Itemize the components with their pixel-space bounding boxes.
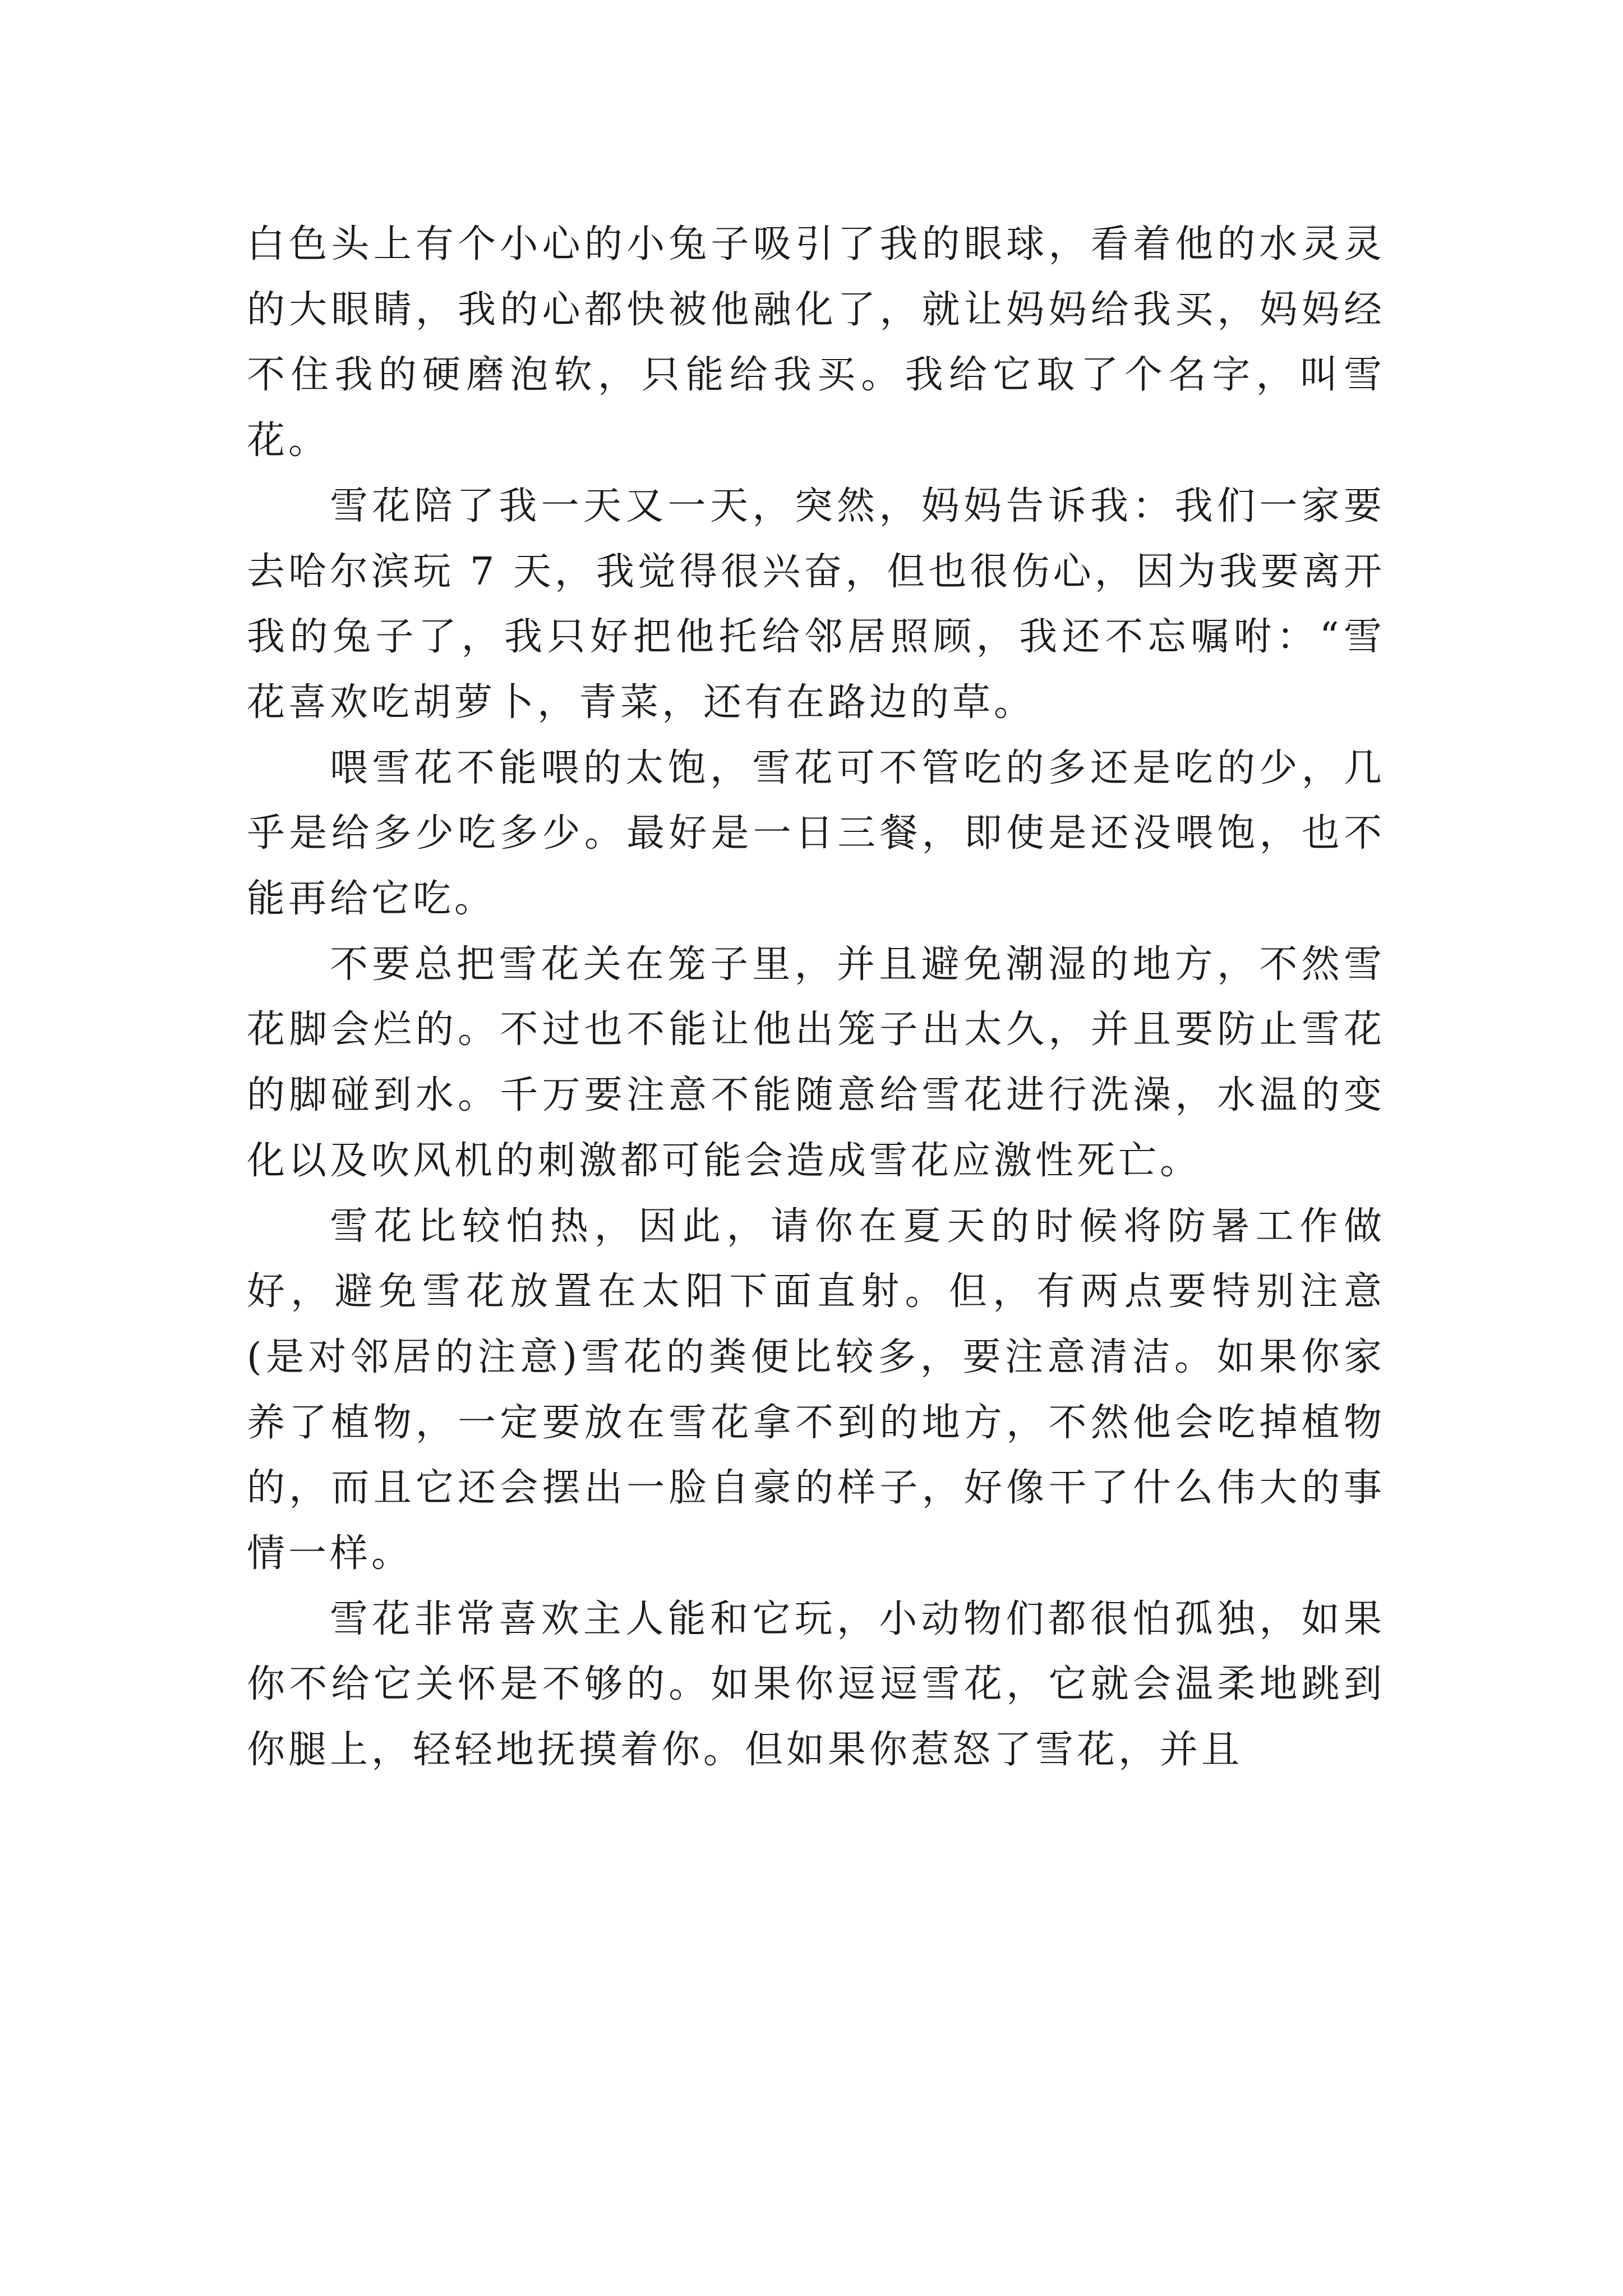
paragraph-2: 雪花陪了我一天又一天，突然，妈妈告诉我：我们一家要去哈尔滨玩 7 天，我觉得很兴奋，但也很伤心，因为我要离开我的兔子了，我只好把他托给邻居照顾，我还不忘嘱咐：“雪花喜欢吃胡萝卜，青菜，还有在路边的草。 xyxy=(247,484,1385,725)
paragraph-5: 雪花比较怕热，因此，请你在夏天的时候将防暑工作做好，避免雪花放置在太阳下面直射。但，有两点要特别注意(是对邻居的注意)雪花的粪便比较多，要注意清洁。如果你家养了植物，一定要放在雪花拿不到的地方，不然他会吃掉植物的，而且它还会摆出一脸自豪的样子，好像干了什么伟大的事情一样。 xyxy=(247,1204,1385,1576)
paragraph-3: 喂雪花不能喂的太饱，雪花可不管吃的多还是吃的少，几乎是给多少吃多少。最好是一日三餐，即使是还没喂饱，也不能再给它吃。 xyxy=(247,746,1385,922)
body-text xyxy=(247,212,1385,1783)
paragraph-4: 不要总把雪花关在笼子里，并且避免潮湿的地方，不然雪花脚会烂的。不过也不能让他出笼子出太久，并且要防止雪花的脚碰到水。千万要注意不能随意给雪花进行洗澡，水温的变化以及吹风机的刺激都可能会造成雪花应激性死亡。 xyxy=(247,942,1385,1183)
paragraph-6: 雪花非常喜欢主人能和它玩，小动物们都很怕孤独，如果你不给它关怀是不够的。如果你逗逗雪花，它就会温柔地跳到你腿上，轻轻地抚摸着你。但如果你惹怒了雪花，并且 xyxy=(247,1596,1385,1773)
paragraph-1: 白色头上有个小心的小兔子吸引了我的眼球，看着他的水灵灵的大眼睛，我的心都快被他融化了，就让妈妈给我买，妈妈经不住我的硬磨泡软，只能给我买。我给它取了个名字，叫雪花。 xyxy=(247,222,1385,463)
